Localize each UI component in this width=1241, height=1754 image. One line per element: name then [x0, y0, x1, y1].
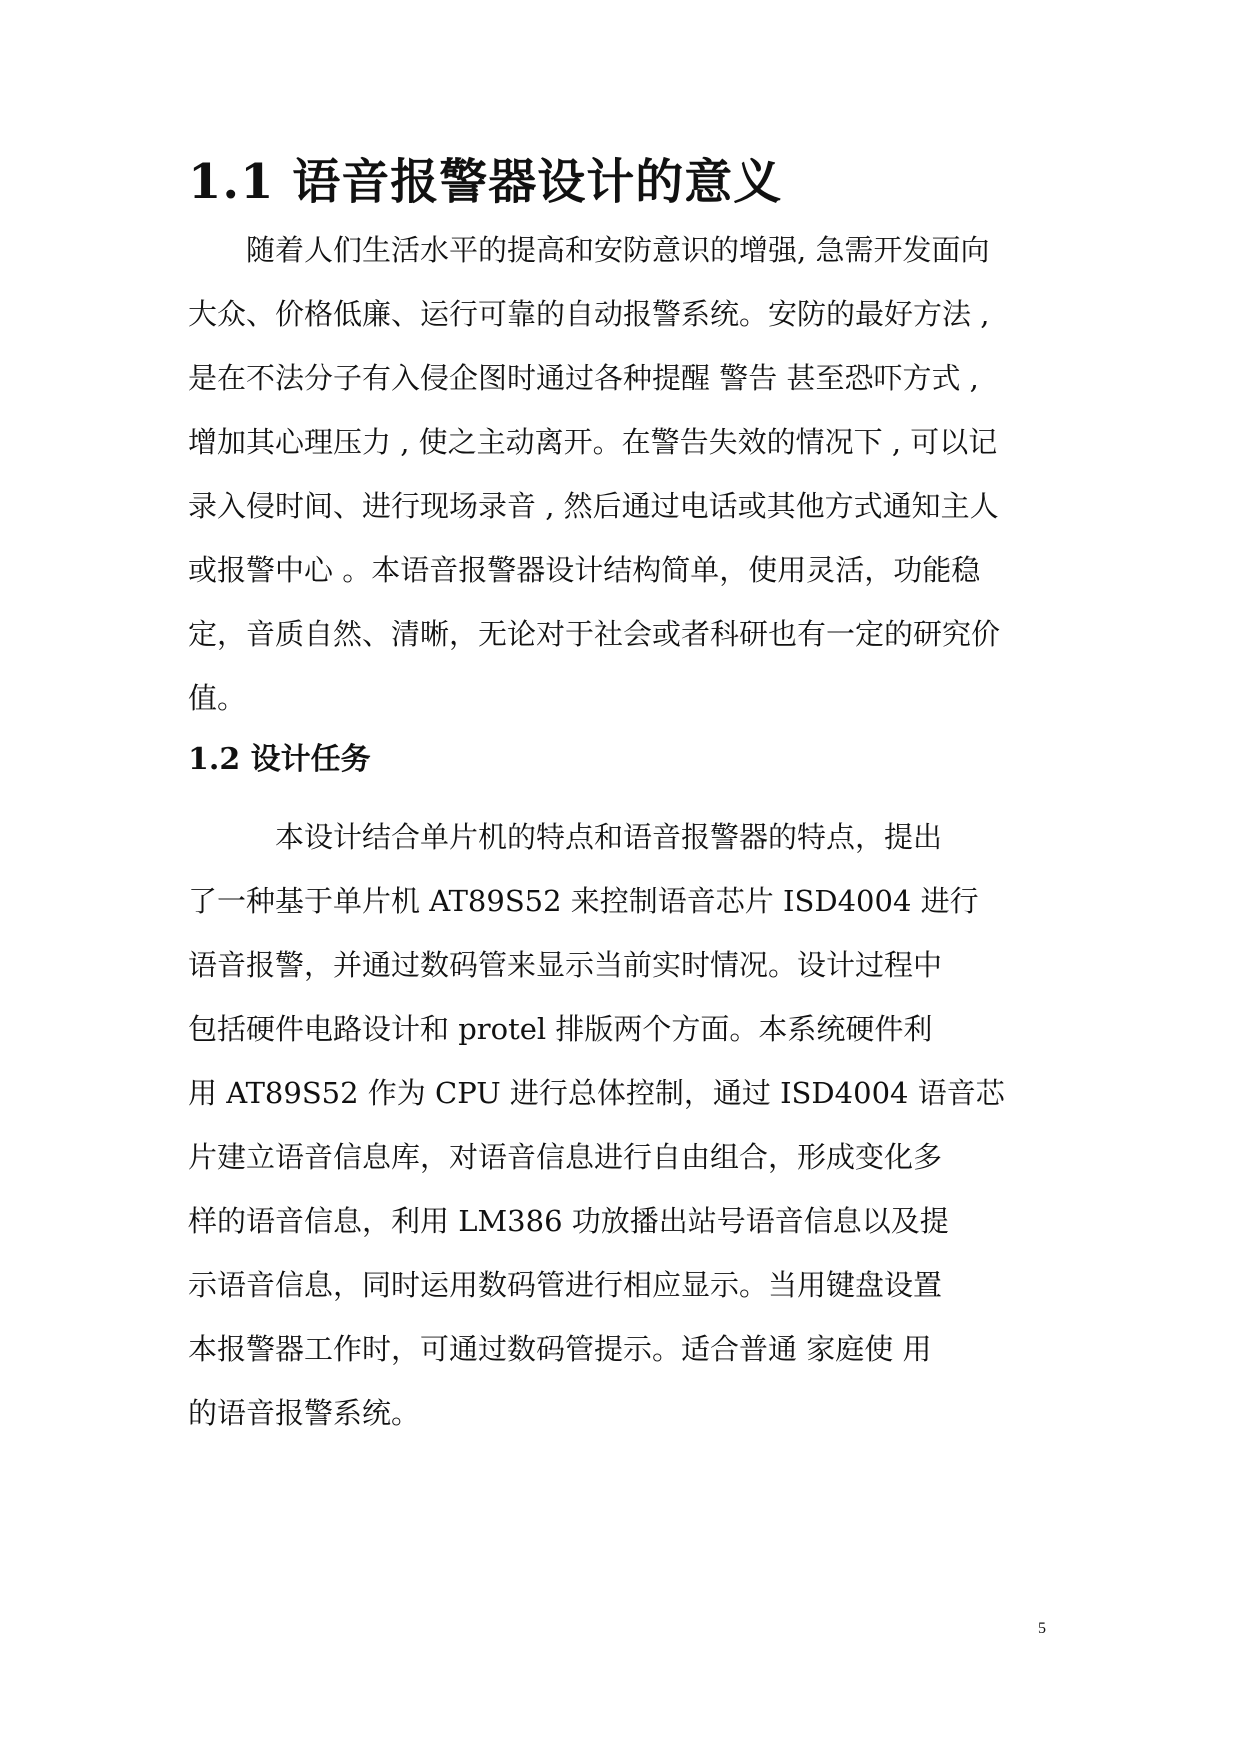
section-1-1-paragraph [188, 218, 1068, 730]
paragraph-line: 语音报警，并通过数码管来显示当前实时情况。设计过程中 [188, 948, 943, 982]
paragraph-line: 本设计结合单片机的特点和语音报警器的特点，提出 [188, 820, 943, 854]
section-heading-1-1: 1.1 语音报警器设计的意义 [188, 154, 783, 210]
paragraph-line: 增加其心理压力 , 使之主动离开。在警告失效的情况下 , 可以记 [188, 425, 998, 459]
section-1-2-paragraph [188, 805, 1068, 1445]
page-number: 5 [1038, 1620, 1046, 1637]
paragraph-line: 或报警中心 。本语音报警器设计结构简单，使用灵活，功能稳 [188, 553, 981, 587]
paragraph-line: 录入侵时间、进行现场录音 , 然后通过电话或其他方式通知主人 [188, 489, 999, 523]
paragraph-line: 定，音质自然、清晰，无论对于社会或者科研也有一定的研究价 [188, 617, 1001, 651]
paragraph-line: 的语音报警系统。 [188, 1396, 421, 1430]
paragraph-line: 样的语音信息，利用 LM386 功放播出站号语音信息以及提 [188, 1204, 949, 1238]
paragraph-line: 本报警器工作时，可通过数码管提示。适合普通 家庭使 用 [188, 1332, 932, 1366]
paragraph-line: 片建立语音信息库，对语音信息进行自由组合，形成变化多 [188, 1140, 943, 1174]
paragraph-line: 随着人们生活水平的提高和安防意识的增强, 急需开发面向 [188, 233, 990, 267]
paragraph-line: 大众、价格低廉、运行可靠的自动报警系统。安防的最好方法 , [188, 297, 990, 331]
paragraph-line: 了一种基于单片机 AT89S52 来控制语音芯片 ISD4004 进行 [188, 884, 979, 918]
paragraph-line: 是在不法分子有入侵企图时通过各种提醒 警告 甚至恐吓方式 , [188, 361, 979, 395]
paragraph-line: 包括硬件电路设计和 protel 排版两个方面。本系统硬件利 [188, 1012, 933, 1046]
paragraph-line: 用 AT89S52 作为 CPU 进行总体控制，通过 ISD4004 语音芯 [188, 1076, 1005, 1110]
paragraph-line: 值。 [188, 681, 247, 715]
paragraph-line: 示语音信息，同时运用数码管进行相应显示。当用键盘设置 [188, 1268, 943, 1302]
section-heading-1-2: 1.2 设计任务 [188, 742, 371, 777]
